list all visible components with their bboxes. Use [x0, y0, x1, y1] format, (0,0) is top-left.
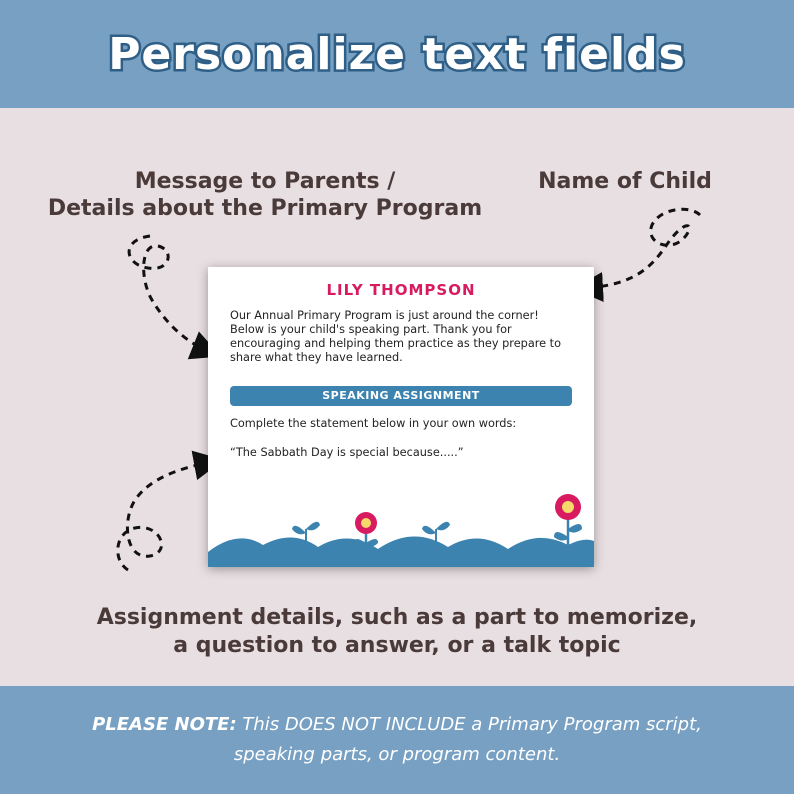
- note-line2: speaking parts, or program content.: [233, 744, 561, 765]
- footer-note: [40, 710, 754, 770]
- arrow-to-message: [129, 236, 210, 352]
- assignment-quote: “The Sabbath Day is special because.....”: [230, 446, 464, 459]
- instruction-text: Complete the statement below in your own words:: [230, 417, 517, 430]
- note-label: PLEASE NOTE:: [92, 714, 237, 735]
- child-name: LILY THOMPSON: [326, 281, 476, 299]
- flower-icon: [354, 512, 378, 549]
- assignment-label-line2: a question to answer, or a talk topic: [173, 633, 621, 658]
- hills: [208, 536, 594, 567]
- name-of-child-label: Name of Child: [538, 169, 712, 194]
- section-title-bar: SPEAKING ASSIGNMENT: [230, 386, 572, 406]
- assignment-label: [60, 604, 734, 660]
- page-title: Personalize text fields: [108, 28, 686, 80]
- assignment-label-line1: Assignment details, such as a part to memorize,: [96, 605, 698, 630]
- parent-message: Our Annual Primary Program is just around the corner! Below is your child's speaking part. Thank you for encouraging and helping them practice as they prepare to share what they have learned.: [230, 309, 562, 364]
- garden-illustration: [208, 267, 594, 567]
- message-label-line2: Details about the Primary Program: [47, 196, 483, 221]
- assignment-card: [208, 267, 594, 567]
- message-label-line1: Message to Parents /: [134, 169, 396, 194]
- footer-banner: [0, 686, 794, 794]
- arrow-to-name: [585, 209, 700, 288]
- flower-icon: [554, 494, 582, 547]
- note-line1: This DOES NOT INCLUDE a Primary Program script,: [236, 714, 702, 735]
- arrow-to-assignment: [118, 462, 212, 570]
